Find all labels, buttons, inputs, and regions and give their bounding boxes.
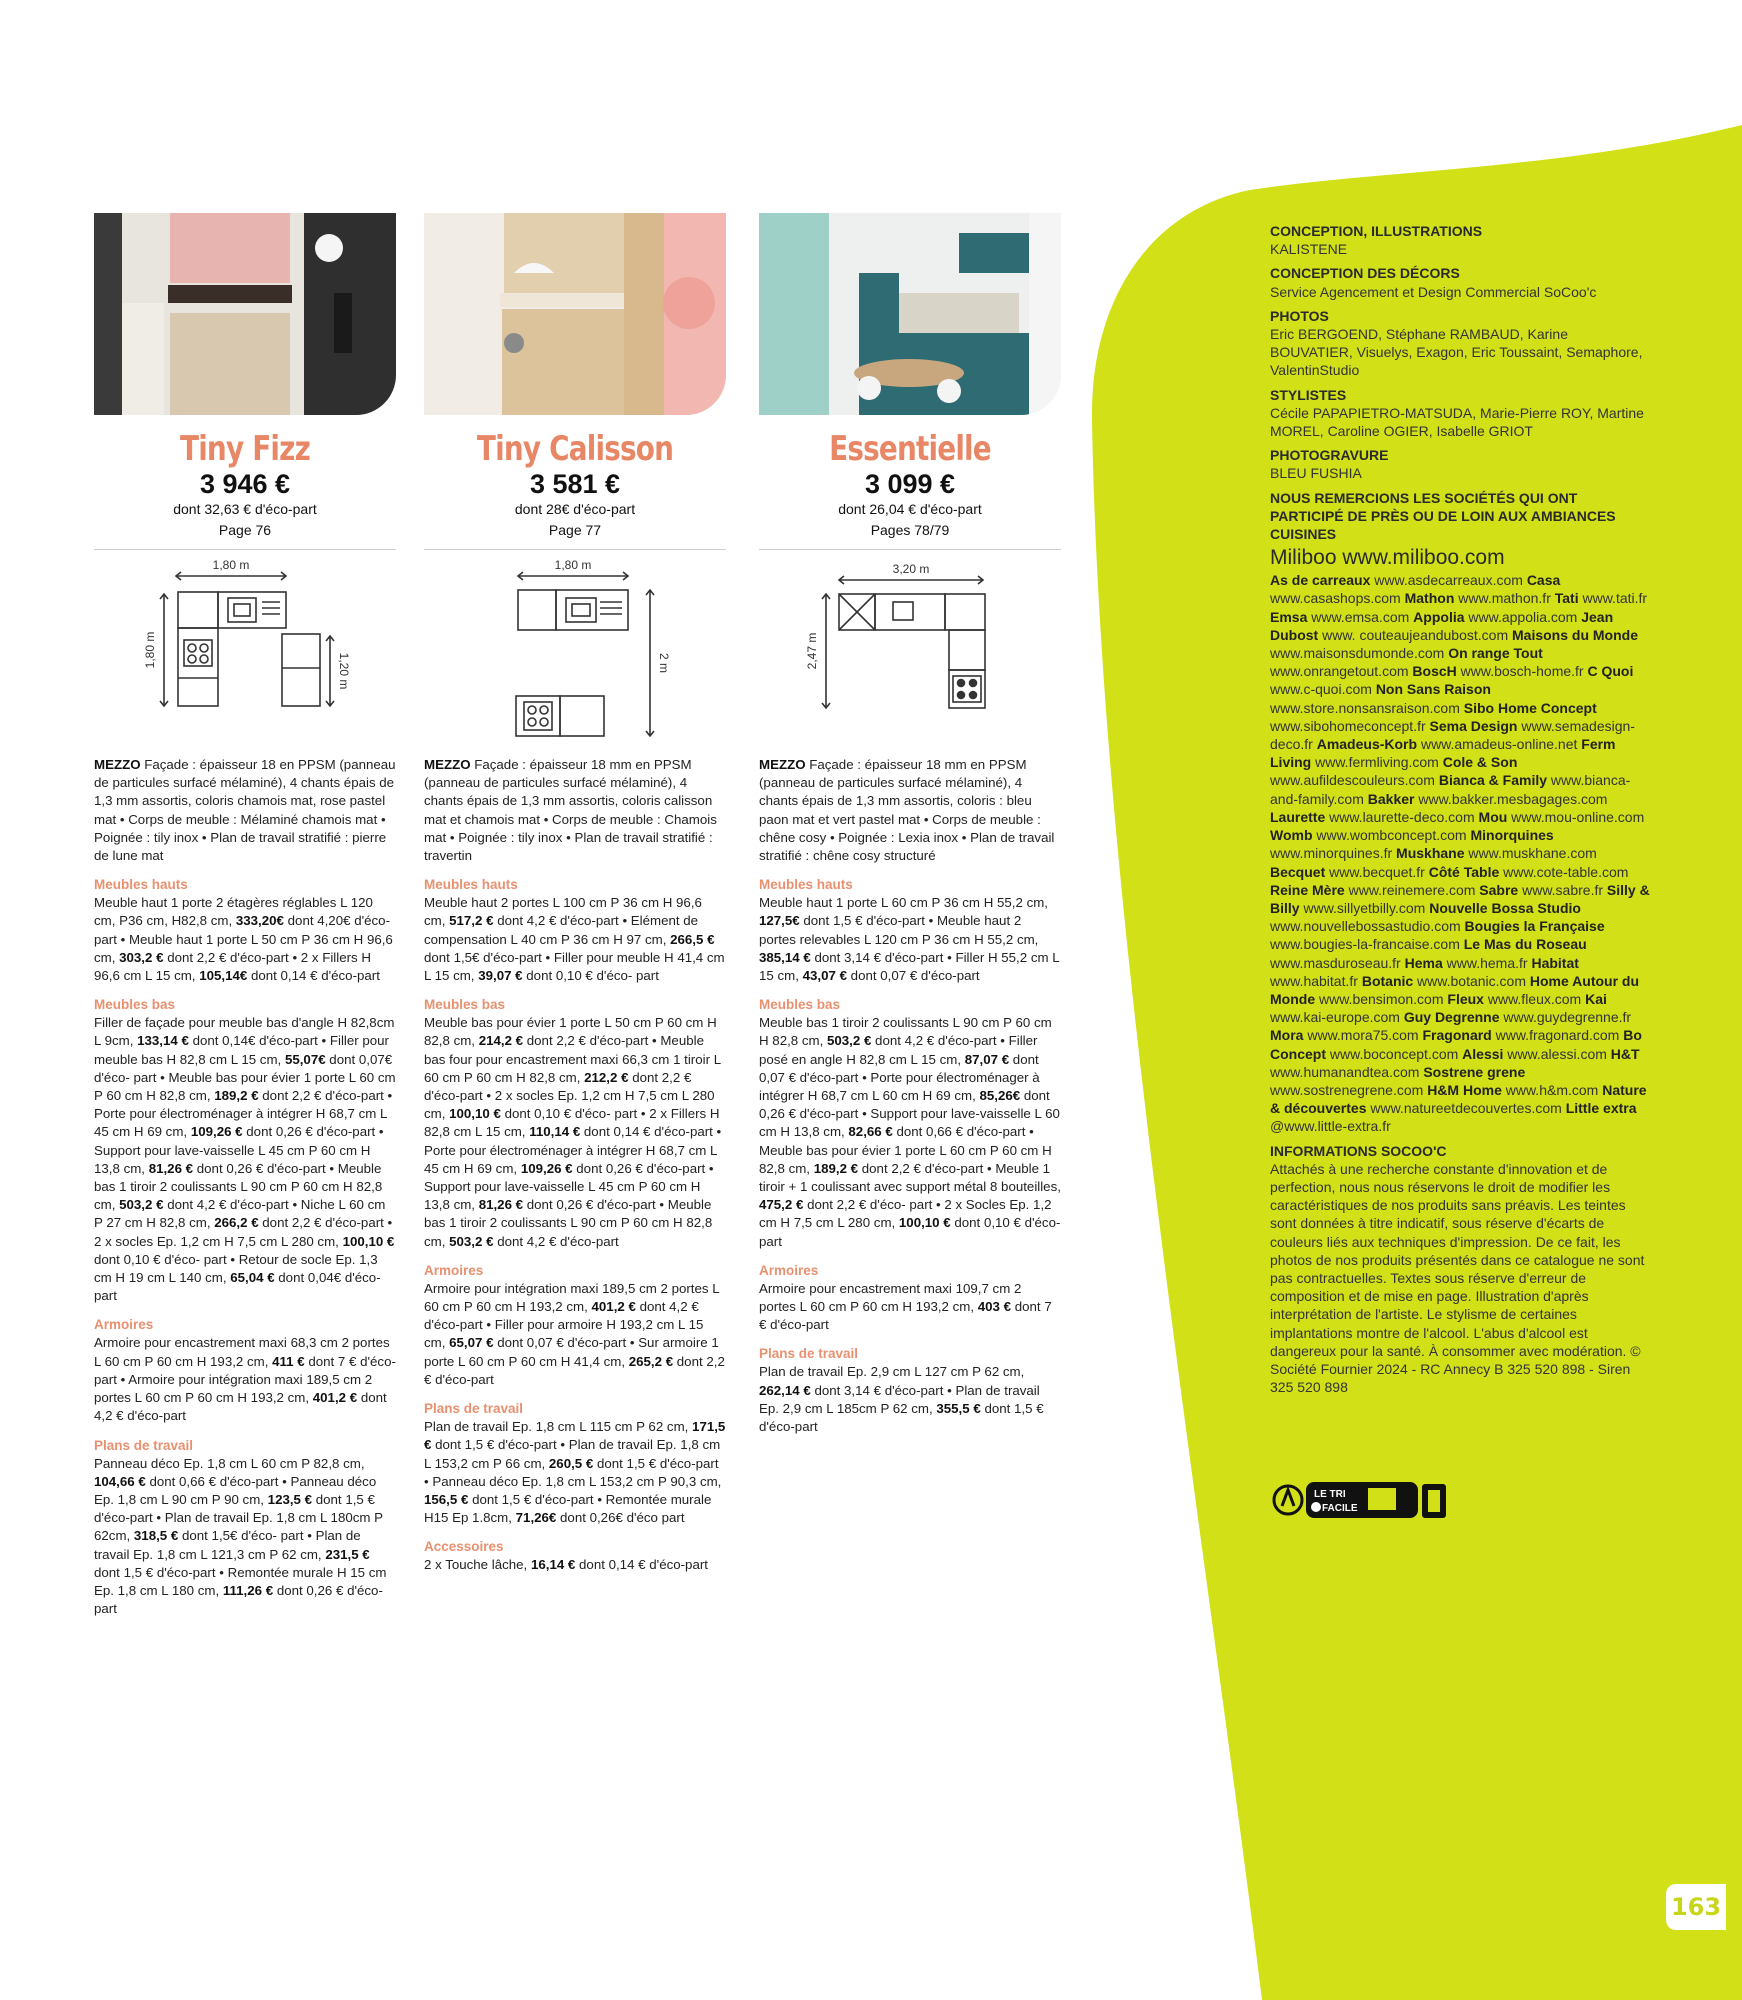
credits-heading: PHOTOGRAVURE [1270, 447, 1389, 464]
section-text: Plan de travail Ep. 1,8 cm L 115 cm P 62 cm, 171,5 € dont 1,5 € d'éco-part • Plan de travail Ep. 1,8 cm L 153,2 cm P 66 cm, 260,5 € dont 1,5 € d'éco-part • Panneau déco Ep. 1,8 cm L 153,2 cm P 90,3 cm, 156,5 € dont 1,5 € d'éco-part • Remontée murale H15 Ep 1.8cm, 71,26€ dont 0,26€ d'éco part [424, 1419, 726, 1526]
credits-heading: CONCEPTION, ILLUSTRATIONS [1270, 223, 1483, 239]
product-tiny-calisson [424, 213, 726, 1575]
triman-recycling-logo [1272, 1478, 1452, 1522]
eco-part: dont 26,04 € d'éco-part [838, 501, 982, 517]
divider [759, 549, 1061, 550]
product-description: MEZZO Façade : épaisseur 18 mm en PPSM (panneau de particules surfacé mélaminé), 4 chants épais de 1,3 mm assortis, coloris calisson mat et chamois mat • Corps de meuble : Chamois mat • Poignée : tily inox • Plan de travail stratifié : travertin [424, 757, 717, 864]
section-text: Meuble haut 1 porte 2 étagères réglables L 120 cm, P36 cm, H82,8 cm, 333,20€ dont 4,20€ d'éco-part • Meuble haut 1 porte L 50 cm P 36 cm H 96,6 cm, 303,2 € dont 2,2 € d'éco-part • 2 x Fillers H 96,6 cm L 15 cm, 105,14€ dont 0,14 € d'éco-part [94, 895, 393, 984]
page-reference: Pages 78/79 [870, 522, 950, 538]
section-text: Meuble bas pour évier 1 porte L 50 cm P 60 cm H 82,8 cm, 214,2 € dont 2,2 € d'éco-part • Meuble bas four pour encastrement maxi 66,3 cm 1 tiroir L 60 cm P 60 cm H 82,8 cm, 212,2 € dont 2,2 € d'éco-part • 2 x socles Ep. 1,2 cm H 7,5 cm L 280 cm, 100,10 € dont 0,10 € d'éco- part • 2 x Fillers H 82,8 cm L 15 cm, 110,14 € dont 0,14 € d'éco-part • Porte pour électroménager à intégrer H 68,7 cm L 45 cm H 69 cm, 109,26 € dont 0,26 € d'éco-part • Support pour lave-vaisselle L 45 cm P 60 cm H 13,8 cm, 81,26 € dont 0,26 € d'éco-part • Meuble bas 1 tiroir 2 coulissants L 90 cm P 60 cm H 82,8 cm, 503,2 € dont 4,2 € d'éco-part [424, 1015, 722, 1249]
plan-width-label: 1,80 m [554, 558, 592, 572]
product-price: 3 946 € [199, 469, 291, 499]
sections [94, 876, 396, 1618]
plan-height-label: 2,47 m [805, 632, 819, 670]
miliboo-credit: Miliboo www.miliboo.com [1270, 546, 1505, 570]
credits-heading: STYLISTES [1270, 386, 1347, 403]
trimen-label-2: FACILE [1322, 1503, 1358, 1514]
product-description: MEZZO Façade : épaisseur 18 mm en PPSM (panneau de particules surfacé mélaminé), 4 chants épais de 1,3 mm assortis, coloris : bleu paon mat et vert pastel mat • Corps de meuble : chêne cosy • Poignée : Lexia inox • Plan de travail stratifié : chêne cosy structuré [759, 757, 1055, 864]
section-title: Armoires [759, 1262, 819, 1278]
plan-height-label: 2 m [657, 652, 671, 674]
page-reference: Page 76 [218, 522, 272, 538]
partners-list: As de carreaux www.asdecarreaux.com Casa www.casashops.com Mathon www.mathon.fr Tati www.tati.fr Emsa www.emsa.com Appolia www.appolia.com Jean Dubost www. couteaujeandubost.com Maisons du Monde www.maisonsdumonde.com On range Tout www.onrangetout.com BoscH www.bosch-home.fr C Quoi www.c-quoi.com Non Sans Raison www.store.nonsansraison.com Sibo Home Concept www.sibohomeconcept.fr Sema Design www.semadesign-deco.fr Amadeus-Korb www.amadeus-online.net Ferm Living www.fermliving.com Cole & Son www.aufildescouleurs.com Bianca & Family www.bianca-and-family.com Bakker www.bakker.mesbagages.com Laurette www.laurette-deco.com Mou www.mou-online.com Womb www.wombconcept.com Minorquines www.minorquines.fr Muskhane www.muskhane.com Becquet www.becquet.fr Côté Table www.cote-table.com Reine Mère www.reinemere.com Sabre www.sabre.fr Silly & Billy www.sillyetbilly.com Nouvelle Bossa Studio www.nouvellebossastudio.com Bougies la Française www.bougies-la-francaise.com Le Mas du Roseau www.masduroseau.fr Hema www.hema.fr Habitat www.habitat.fr Botanic www.botanic.com Home Autour du Monde www.bensimon.com Fleux www.fleux.com Kai www.kai-europe.com Guy Degrenne www.guydegrenne.fr Mora www.mora75.com Fragonard www.fragonard.com Bo Concept www.boconcept.com Alessi www.alessi.com H&T www.humanandtea.com Sostrene grene www.sostrenegrene.com H&M Home www.h&m.com Nature & découvertes www.natureetdecouvertes.com Little extra @www.little-extra.fr [1270, 572, 1650, 1135]
section-title: Armoires [424, 1262, 484, 1278]
kitchen-floor-plan [759, 556, 1061, 756]
section-title: Meubles bas [94, 997, 176, 1013]
section-text: Panneau déco Ep. 1,8 cm L 60 cm P 82,8 cm, 104,66 € dont 0,66 € d'éco-part • Panneau déco Ep. 1,8 cm L 90 cm P 90 cm, 123,5 € dont 1,5 € d'éco-part • Plan de travail Ep. 1,8 cm L 180cm P 62cm, 318,5 € dont 1,5€ d'éco- part • Plan de travail Ep. 1,8 cm L 121,3 cm P 62 cm, 231,5 € dont 1,5 € d'éco-part • Remontée murale H 15 cm Ep. 1,8 cm L 180 cm, 111,26 € dont 0,26 € d'éco-part [94, 1455, 387, 1617]
trimen-label-1: LE TRI [1314, 1489, 1346, 1500]
kitchen-floor-plan [94, 556, 396, 756]
section-title: Armoires [94, 1317, 154, 1333]
sections [759, 876, 1061, 1436]
product-essentielle [759, 213, 1061, 1436]
credits-heading: CONCEPTION DES DÉCORS [1270, 265, 1460, 282]
plan-width-label: 3,20 m [892, 562, 930, 576]
section-text: Filler de façade pour meuble bas d'angle H 82,8cm L 9cm, 133,14 € dont 0,14€ d'éco-part • Filler pour meuble bas H 82,8 cm L 15 cm, 55,07€ dont 0,07€ d'éco- part • Meuble bas pour évier 1 porte L 60 cm P 60 cm H 82,8 cm, 189,2 € dont 2,2 € d'éco-part • Porte pour électroménager à intégrer H 68,7 cm L 45 cm H 69 cm, 109,26 € dont 0,26 € d'éco-part • Support pour lave-vaisselle L 45 cm P 60 cm H 13,8 cm, 81,26 € dont 0,26 € d'éco-part • Meuble bas 1 tiroir 2 coulissants L 90 cm P 60 cm H 82,8 cm, 503,2 € dont 4,2 € d'éco-part • Niche L 60 cm P 27 cm H 82,8 cm, 266,2 € dont 2,2 € d'éco-part • 2 x socles Ep. 1,2 cm H 7,5 cm L 280 cm, 100,10 € dont 0,10 € d'éco- part • Retour de socle Ep. 1,3 cm H 19 cm L 140 cm, 65,04 € dont 0,04€ d'éco-part [94, 1015, 396, 1304]
credits-text: BLEU FUSHIA [1270, 465, 1362, 482]
eco-part: dont 32,63 € d'éco-part [173, 501, 317, 517]
kitchen-photo [94, 213, 396, 415]
section-text: Meuble haut 1 porte L 60 cm P 36 cm H 55,2 cm, 127,5€ dont 1,5 € d'éco-part • Meuble haut 2 portes relevables L 120 cm P 36 cm H 55,2 cm, 385,14 € dont 3,14 € d'éco-part • Filler H 55,2 cm L 15 cm, 43,07 € dont 0,07 € d'éco-part [759, 895, 1060, 984]
product-price: 3 099 € [864, 469, 956, 499]
kitchen-floor-plan [424, 556, 726, 756]
divider [424, 549, 726, 550]
section-text: Meuble haut 2 portes L 100 cm P 36 cm H 96,6 cm, 517,2 € dont 4,2 € d'éco-part • Elément de compensation L 40 cm P 36 cm H 97 cm, 266,5 € dont 1,5€ d'éco-part • Filler pour meuble H 41,4 cm L 15 cm, 39,07 € dont 0,10 € d'éco- part [424, 895, 725, 984]
section-title: Meubles hauts [94, 877, 188, 893]
credits-panel [1270, 222, 1650, 1396]
product-tiny-fizz [94, 213, 396, 1618]
plan-height-label: 1,80 m [143, 631, 157, 669]
sections [424, 876, 726, 1574]
credits-text: Eric BERGOEND, Stéphane RAMBAUD, Karine BOUVATIER, Visuelys, Exagon, Eric Toussaint, Semaphore, ValentinStudio [1270, 326, 1643, 379]
kitchen-photo [759, 213, 1061, 415]
section-title: Plans de travail [94, 1437, 194, 1453]
section-text: 2 x Touche lâche, 16,14 € dont 0,14 € d'éco-part [424, 1557, 708, 1573]
divider [94, 549, 396, 550]
section-text: Armoire pour encastrement maxi 109,7 cm 2 portes L 60 cm P 60 cm H 193,2 cm, 403 € dont 7 € d'éco-part [759, 1280, 1052, 1333]
section-title: Accessoires [424, 1539, 504, 1555]
section-title: Plans de travail [759, 1346, 859, 1362]
section-text: Plan de travail Ep. 2,9 cm L 127 cm P 62 cm, 262,14 € dont 3,14 € d'éco-part • Plan de travail Ep. 2,9 cm L 185cm P 62 cm, 355,5 € dont 1,5 € d'éco-part [759, 1364, 1044, 1435]
page-number: 163 [1666, 1884, 1726, 1930]
section-text: Meuble bas 1 tiroir 2 coulissants L 90 cm P 60 cm H 82,8 cm, 503,2 € dont 4,2 € d'éco-part • Filler posé en angle H 82,8 cm L 15 cm, 87,07 € dont 0,07 € d'éco-part • Porte pour électroménager à intégrer H 68,7 cm L 60 cm H 69 cm, 85,26€ dont 0,26 € d'éco-part • Support pour lave-vaisselle L 60 cm H 13,8 cm, 82,66 € dont 0,66 € d'éco-part • Meuble bas pour évier 1 porte L 60 cm P 60 cm H 82,8 cm, 189,2 € dont 2,2 € d'éco-part • Meuble 1 tiroir + 1 coulissant avec support métal 8 bouteilles, 475,2 € dont 2,2 € d'éco- part • 2 x Socles Ep. 1,2 cm H 7,5 cm L 280 cm, 100,10 € dont 0,10 € d'éco-part [759, 1015, 1061, 1249]
kitchen-photo [424, 213, 726, 415]
credits-heading: NOUS REMERCIONS LES SOCIÉTÉS QUI ONT PARTICIPÉ DE PRÈS OU DE LOIN AUX AMBIANCES CUISINES [1270, 489, 1616, 543]
credits-heading: PHOTOS [1270, 307, 1329, 324]
section-text: Armoire pour encastrement maxi 68,3 cm 2 portes L 60 cm P 60 cm H 193,2 cm, 411 € dont 7 € d'éco-part • Armoire pour intégration maxi 189,5 cm 2 portes L 60 cm P 60 cm H 193,2 cm, 401,2 € dont 4,2 € d'éco-part [94, 1335, 396, 1424]
section-title: Meubles hauts [424, 877, 518, 893]
plan-side-label: 1,20 m [337, 652, 351, 690]
section-title: Meubles hauts [759, 877, 853, 893]
credits-text: Cécile PAPAPIETRO-MATSUDA, Marie-Pierre ROY, Martine MOREL, Caroline OGIER, Isabelle GRIOT [1270, 404, 1644, 440]
legal-text: Attachés à une recherche constante d'innovation et de perfection, nous nous réservons le droit de modifier les caractéristiques de nos produits sans préavis. Les teintes sont données à titre indicatif, sous réserve d'écarts de couleurs liés aux techniques d'impression. De ce fait, les photos de nos produits présentés dans ce catalogue ne sont pas contractuelles. Textes sous réserve d'erreur de composition et de mise en page. Illustration d'après interprétation de l'artiste. Le stylisme de certaines implantations montre de l'alcool. L'abus d'alcool est dangereux pour la santé. À consommer avec modération. © Société Fournier 2024 - RC Annecy B 325 520 898 - Siren 325 520 898 [1270, 1160, 1645, 1396]
product-name: Tiny Fizz [180, 429, 310, 469]
section-title: Plans de travail [424, 1401, 524, 1417]
plan-width-label: 1,80 m [212, 558, 250, 572]
product-name: Essentielle [829, 429, 991, 469]
page-reference: Page 77 [548, 522, 602, 538]
credits-text: Service Agencement et Design Commercial SoCoo'c [1270, 283, 1597, 300]
section-title: Meubles bas [759, 997, 841, 1013]
product-description: MEZZO Façade : épaisseur 18 en PPSM (panneau de particules surfacé mélaminé), 4 chants épais de 1,3 mm assortis, coloris chamois mat, rose pastel mat • Corps de meuble : Mélaminé chamois mat • Poignée : tily inox • Plan de travail stratifié : pierre de lune mat [94, 757, 396, 864]
credits-text: KALISTENE [1270, 241, 1348, 258]
section-text: Armoire pour intégration maxi 189,5 cm 2 portes L 60 cm P 60 cm H 193,2 cm, 401,2 € dont 4,2 € d'éco-part • Filler pour armoire H 193,2 cm L 15 cm, 65,07 € dont 0,07 € d'éco-part • Sur armoire 1 porte L 60 cm P 60 cm H 41,4 cm, 265,2 € dont 2,2 € d'éco-part [424, 1280, 725, 1387]
section-title: Meubles bas [424, 997, 506, 1013]
credits-heading: INFORMATIONS SOCOO'C [1270, 1142, 1447, 1159]
product-price: 3 581 € [529, 469, 621, 499]
eco-part: dont 28€ d'éco-part [514, 501, 636, 517]
product-name: Tiny Calisson [476, 429, 674, 469]
